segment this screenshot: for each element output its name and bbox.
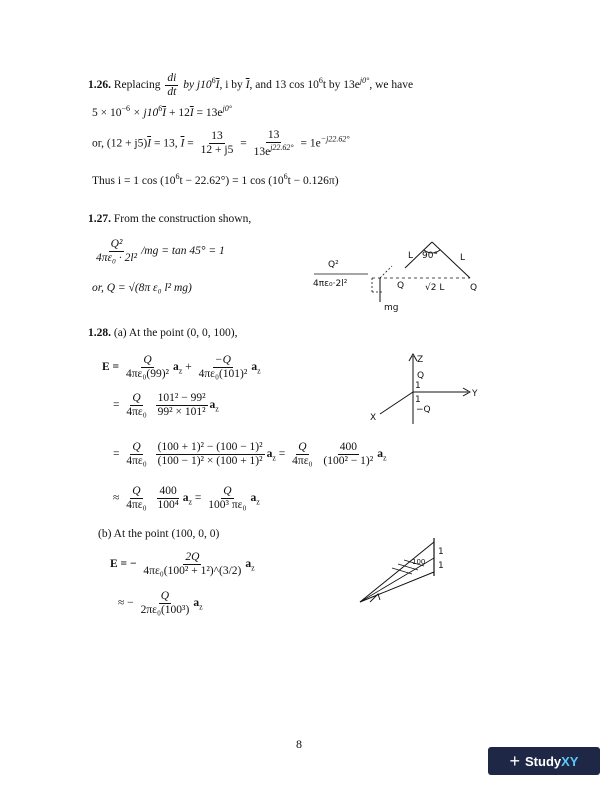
- label: L: [408, 251, 414, 261]
- text: Replacing: [113, 79, 161, 92]
- text: (100² − 1)²: [323, 454, 374, 467]
- equation-1-28-b1: [110, 551, 255, 578]
- text: , i by: [219, 79, 243, 92]
- text: 99² × 101²: [157, 405, 206, 418]
- text: (100 + 1)² − (100 − 1)²: [157, 441, 263, 453]
- text: 4πε₀(100² + 1²)^(3/2): [143, 564, 242, 577]
- text: From the construction shown,: [113, 213, 252, 225]
- text: 4πε₀ · 2l²: [96, 251, 138, 264]
- text: 5 × 10: [92, 106, 122, 119]
- text: E =: [102, 361, 120, 374]
- problem-1-28-statement: [88, 327, 237, 340]
- logo-text: Study: [525, 753, 562, 769]
- text: z: [199, 602, 203, 612]
- text: a: [193, 597, 200, 610]
- text: 6: [318, 76, 323, 86]
- text: (b) At the point (100, 0, 0): [98, 528, 220, 540]
- text: or, Q = √(8π ε₀ l² mg): [92, 282, 192, 294]
- text: =: [194, 492, 202, 505]
- text: $\overline{I}$: [180, 137, 185, 150]
- text: Q: [143, 354, 152, 366]
- equation-1-28-a3: [113, 441, 387, 468]
- text: 100³ πε₀: [208, 498, 247, 511]
- text: Q: [298, 441, 307, 453]
- text: =: [113, 399, 120, 412]
- label: 1: [438, 561, 444, 571]
- text: 6: [283, 172, 288, 181]
- text: a: [173, 361, 179, 374]
- equation-1-26-c: [92, 172, 339, 188]
- label: −Q: [416, 405, 431, 415]
- text: j0°: [359, 76, 370, 86]
- text: di: [167, 72, 177, 84]
- text: 400: [159, 485, 177, 497]
- text: (a) At the point (0, 0, 100),: [113, 327, 238, 339]
- equation-1-28-a2: [113, 392, 219, 419]
- text: 6: [211, 76, 216, 86]
- text: t − 0.126π): [287, 174, 339, 187]
- equation-1-28-b2: [118, 590, 203, 617]
- text: j22.62°: [270, 142, 294, 152]
- text: 101² − 99²: [157, 392, 206, 404]
- text: −Q: [214, 354, 231, 366]
- label: Y: [472, 389, 478, 399]
- text: z: [272, 453, 276, 463]
- text: (100 − 1)² × (100 + 1)²: [157, 454, 263, 467]
- label: 90°: [422, 251, 438, 261]
- label: Q: [470, 283, 478, 293]
- logo-text-accent: XY: [561, 753, 579, 769]
- text: z: [251, 563, 255, 573]
- studyxy-logo[interactable]: [488, 747, 600, 775]
- text: =: [184, 137, 194, 150]
- label: Q: [417, 371, 425, 381]
- label: 100: [412, 558, 426, 566]
- text: j0°: [222, 104, 232, 113]
- text: $\overline{I}$: [147, 137, 152, 150]
- text: a: [377, 448, 383, 461]
- text: , and 13 cos 10: [249, 79, 319, 92]
- line-upper: [360, 542, 434, 602]
- label: mg: [384, 303, 399, 313]
- equation-1-28-a4: [113, 485, 260, 512]
- text: by j10: [183, 79, 212, 92]
- text: −j22.62°: [320, 134, 350, 144]
- text: 4πε₀: [126, 498, 147, 511]
- label: 4πε₀·2l²: [313, 279, 348, 289]
- label: X: [370, 413, 377, 423]
- text: 4πε₀: [126, 454, 147, 467]
- text: =: [113, 448, 120, 461]
- pendulum-sketch: [310, 232, 495, 312]
- text: × j10: [130, 106, 159, 119]
- text: $\overline{I}$: [162, 106, 167, 119]
- text: or, (12 + j5): [92, 137, 148, 150]
- text: $\overline{I}$: [215, 79, 220, 92]
- problem-1-28-part-b: [98, 528, 219, 541]
- text: 2πε₀(100³): [140, 603, 190, 616]
- x-axis: [380, 392, 413, 414]
- label: L: [460, 253, 466, 263]
- equation-1-26-a: [92, 104, 232, 120]
- text: +: [185, 361, 192, 374]
- text: + 12: [166, 106, 190, 119]
- text: 12 + j5: [200, 144, 234, 157]
- text: a: [250, 492, 257, 505]
- text: 6: [158, 104, 163, 113]
- triangle-sketch: [352, 530, 452, 610]
- problem-number: 1.28.: [88, 327, 111, 339]
- text: E = −: [110, 558, 137, 571]
- text: a: [209, 399, 216, 412]
- text: =: [278, 448, 286, 461]
- text: z: [178, 366, 183, 376]
- text: 13: [267, 129, 280, 141]
- text: a: [266, 448, 273, 461]
- text: Q: [132, 485, 141, 497]
- text: $\overline{I}$: [245, 79, 250, 92]
- text: /mg = tan 45° = 1: [141, 245, 225, 258]
- text: −6: [121, 104, 131, 113]
- text: 6: [175, 172, 180, 181]
- text: 13e: [253, 145, 271, 158]
- text: a: [251, 361, 258, 374]
- text: 2Q: [185, 551, 200, 563]
- text: = 13e: [193, 106, 223, 119]
- label: 1: [415, 381, 421, 391]
- text: 4πε₀(101)²: [198, 367, 248, 380]
- label: √2 L: [425, 283, 445, 293]
- text: z: [256, 497, 260, 507]
- text: 13: [211, 130, 223, 143]
- equation-1-28-a1: [102, 354, 261, 381]
- text: z: [257, 366, 261, 376]
- text: z: [188, 497, 193, 507]
- text: 100⁴: [157, 498, 179, 511]
- line-lower: [360, 572, 434, 602]
- text: 4πε₀(99)²: [125, 367, 169, 380]
- text: z: [382, 453, 387, 463]
- text: 4πε₀: [292, 454, 313, 467]
- text: ≈ −: [118, 597, 134, 610]
- text: 400: [339, 441, 357, 453]
- page-number: 8: [296, 737, 302, 751]
- plus-icon: +: [509, 751, 521, 771]
- text: Q: [160, 590, 170, 602]
- text: =: [240, 137, 247, 150]
- equation-1-27-b: [92, 282, 192, 295]
- text: Q: [132, 441, 141, 453]
- text: $\overline{I}$: [189, 106, 194, 119]
- text: Q: [223, 485, 232, 497]
- dash: [380, 266, 392, 278]
- equation-1-27-a: [92, 238, 225, 265]
- text: t − 22.62°) = 1 cos (10: [179, 174, 284, 187]
- text: Q: [132, 392, 141, 404]
- text: = 1e: [300, 137, 321, 150]
- text: , we have: [369, 79, 414, 92]
- text: = 13,: [151, 137, 178, 150]
- equation-1-26-b: [92, 129, 350, 159]
- text: Thus i = 1 cos (10: [92, 174, 176, 187]
- problem-1-27-statement: [88, 213, 251, 226]
- text: t by 13e: [322, 79, 360, 92]
- problem-number: 1.27.: [88, 213, 111, 225]
- text: a: [245, 558, 252, 571]
- text: dt: [167, 85, 177, 98]
- text: z: [215, 404, 219, 414]
- label: Z: [417, 355, 424, 365]
- label: Q²: [328, 260, 339, 270]
- problem-number: 1.26.: [88, 79, 111, 92]
- label: 1: [438, 547, 444, 557]
- axes-sketch: [368, 352, 498, 432]
- text: Q²: [110, 238, 123, 250]
- text: ≈: [113, 492, 120, 505]
- text: 4πε₀: [126, 405, 147, 418]
- text: a: [182, 492, 189, 505]
- label: 1: [415, 395, 421, 405]
- label: Q: [397, 281, 405, 291]
- problem-1-26-statement: [88, 72, 413, 99]
